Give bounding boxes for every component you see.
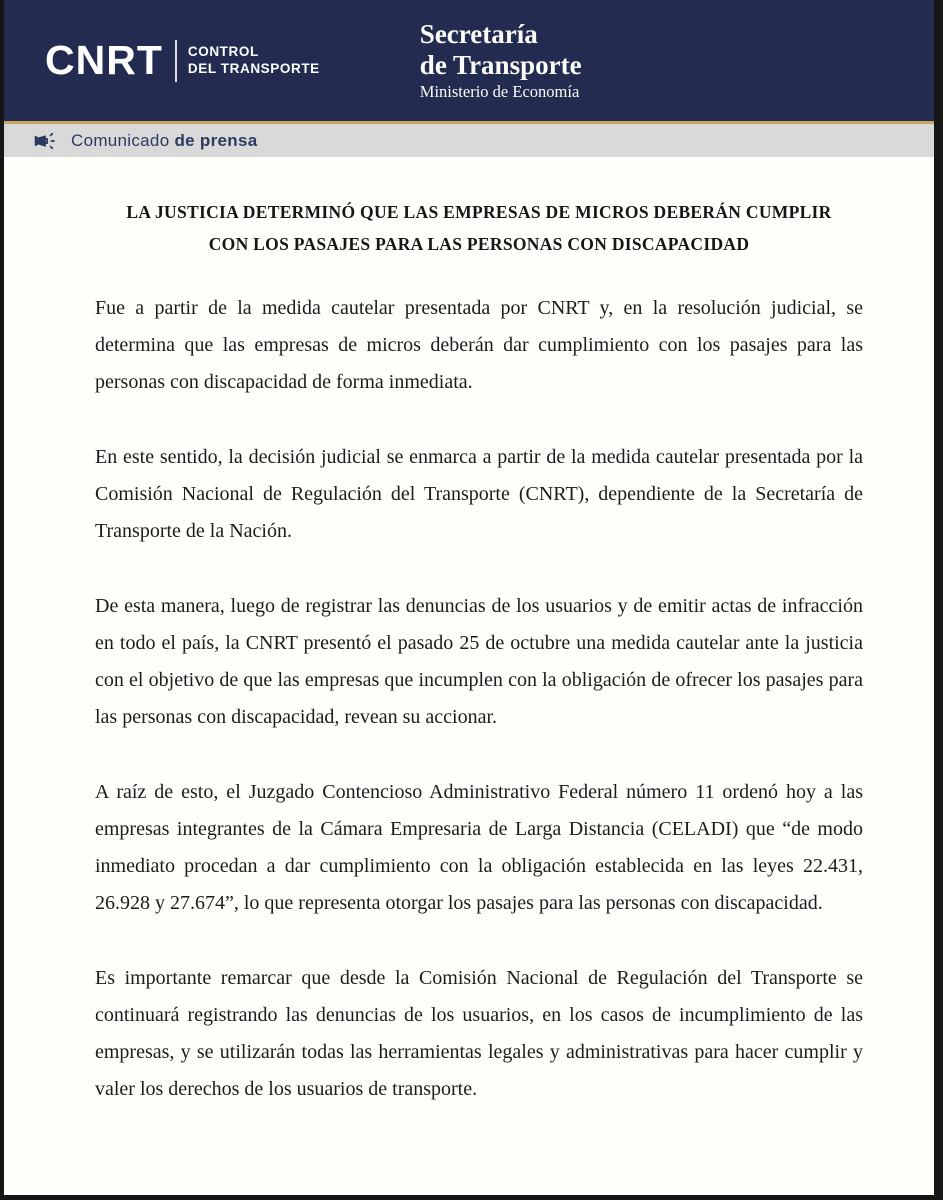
masthead xyxy=(4,0,934,121)
cnrt-tagline-line2: DEL TRANSPORTE xyxy=(187,60,320,76)
paragraph-3: De esta manera, luego de registrar las denuncias de los usuarios y de emitir actas de infracción en todo el país, la CNRT presentó el pasado 25 de octubre una medida cautelar ante la justicia con el objetivo de que las empresas que incumplen con la obligación de ofrecer los pasajes para las personas con discapacidad, revean su accionar. xyxy=(95,595,863,728)
cnrt-tagline xyxy=(188,44,320,76)
press-release-page xyxy=(4,0,934,1195)
paragraph-1: Fue a partir de la medida cautelar presentada por CNRT y, en la resolución judicial, se determina que las empresas de micros deberán dar cumplimiento con los pasajes para las personas con discapacidad de forma inmediata. xyxy=(95,297,863,393)
press-release-bar xyxy=(4,121,934,157)
press-bar-label: Comunicado xyxy=(71,130,170,150)
secretariat-line2: de Transporte xyxy=(419,49,582,80)
cnrt-logo xyxy=(45,37,320,83)
paragraph-5: Es importante remarcar que desde la Comisión Nacional de Regulación del Transporte se continuará registrando las denuncias de los usuarios, en los casos de incumplimiento de las empresas, y se utilizarán todas las herramientas legales y administrativas para hacer cumplir y valer los derechos de los usuarios de transporte. xyxy=(95,967,863,1100)
title-line-2: CON LOS PASAJES PARA LAS PERSONAS CON DISCAPACIDAD xyxy=(208,234,750,254)
cnrt-tagline-line1: CONTROL xyxy=(187,44,259,60)
ministry-label: Ministerio de Economía xyxy=(419,81,580,101)
paragraph-2: En este sentido, la decisión judicial se enmarca a partir de la medida cautelar presentada por la Comisión Nacional de Regulación del Transporte (CNRT), dependiente de la Secretaría de Transporte de la Nación. xyxy=(95,446,863,542)
cnrt-acronym: CNRT xyxy=(45,37,163,83)
megaphone-icon xyxy=(33,130,57,152)
document-body xyxy=(4,157,934,1146)
secretariat-line1: Secretaría xyxy=(419,19,538,50)
paragraph-4: A raíz de esto, el Juzgado Contencioso Administrativo Federal número 11 ordenó hoy a las empresas integrantes de la Cámara Empresaria de Larga Distancia (CELADI) que “de modo inmediato procedan a dar cumplimiento con la obligación establecida en las leyes 22.431, 26.928 y 27.674”, lo que representa otorgar los pasajes para las personas con discapacidad. xyxy=(95,781,863,914)
logo-divider xyxy=(175,40,177,82)
press-bar-label-bold: de prensa xyxy=(174,130,258,150)
title-line-1: LA JUSTICIA DETERMINÓ QUE LAS EMPRESAS DE MICROS DEBERÁN CUMPLIR xyxy=(126,202,832,222)
document-title xyxy=(95,196,863,260)
secretariat-logo xyxy=(420,19,582,101)
